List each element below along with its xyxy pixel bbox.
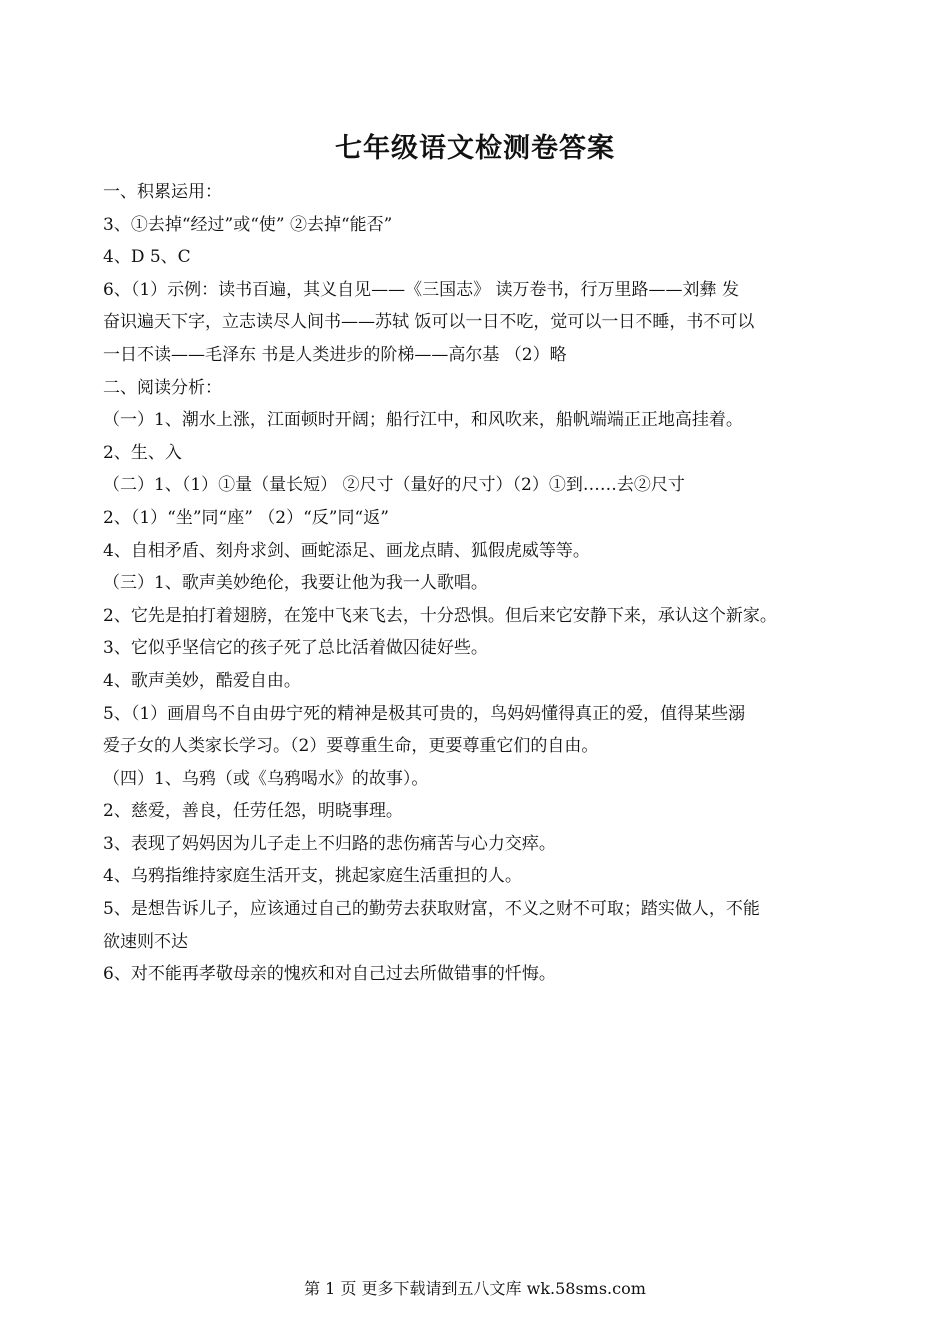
answer-line: 2、它先是拍打着翅膀，在笼中飞来飞去，十分恐惧。但后来它安静下来，承认这个新家。	[103, 605, 777, 626]
answer-line: （二）1、（1）①量（量长短） ②尺寸（量好的尺寸）（2）①到……去②尺寸	[103, 475, 685, 496]
answer-line: 4、乌鸦指维持家庭生活开支，挑起家庭生活重担的人。	[103, 866, 522, 887]
answer-line: 奋识遍天下字，立志读尽人间书——苏轼 饭可以一日不吃，觉可以一日不睡，书不可以	[103, 312, 755, 333]
answer-line: 4、自相矛盾、刻舟求剑、画蛇添足、画龙点睛、狐假虎威等等。	[103, 540, 590, 561]
answer-line: 欲速则不达	[103, 931, 188, 952]
answer-line: 2、生、入	[103, 442, 182, 463]
answer-body	[103, 176, 848, 991]
page-title: 七年级语文检测卷答案	[335, 133, 615, 164]
answer-line: 一日不读——毛泽东 书是人类进步的阶梯——高尔基 （2）略	[103, 344, 567, 365]
answer-line: 3、①去掉“经过”或“使” ②去掉“能否”	[103, 214, 393, 235]
answer-line: （四）1、乌鸦（或《乌鸦喝水》的故事）。	[103, 768, 429, 789]
answer-line: 一、积累运用：	[103, 182, 222, 202]
answer-line: 二、阅读分析：	[103, 377, 222, 398]
answer-line: 4、歌声美妙，酷爱自由。	[103, 670, 301, 691]
answer-line: 6、（1）示例：读书百遍，其义自见——《三国志》 读万卷书，行万里路——刘彝 发	[103, 279, 739, 300]
answer-line: 2、（1）“坐”同“座” （2）“反”同“返”	[103, 507, 389, 528]
answer-line: 6、对不能再孝敬母亲的愧疚和对自己过去所做错事的忏悔。	[103, 964, 556, 985]
answer-line: 3、它似乎坚信它的孩子死了总比活着做囚徒好些。	[103, 638, 488, 659]
answer-line: （三）1、歌声美妙绝伦，我要让他为我一人歌唱。	[103, 573, 488, 594]
answer-line: 4、D 5、C	[103, 247, 191, 268]
answer-line: 爱子女的人类家长学习。（2）要尊重生命，更要尊重它们的自由。	[103, 736, 599, 757]
answer-line: 5、（1）画眉鸟不自由毋宁死的精神是极其可贵的，鸟妈妈懂得真正的爱，值得某些溺	[103, 703, 746, 724]
answer-line: 3、表现了妈妈因为儿子走上不归路的悲伤痛苦与心力交瘁。	[103, 833, 556, 854]
answer-line: 2、慈爱，善良，任劳任怨，明晓事理。	[103, 801, 403, 822]
page-footer: 第 1 页 更多下载请到五八文库 wk.58sms.com	[304, 1279, 646, 1298]
answer-line: 5、是想告诉儿子，应该通过自己的勤劳去获取财富，不义之财不可取；踏实做人，不能	[103, 899, 760, 920]
answer-line: （一）1、潮水上涨，江面顿时开阔；船行江中，和风吹来，船帆端端正正地高挂着。	[103, 410, 743, 431]
